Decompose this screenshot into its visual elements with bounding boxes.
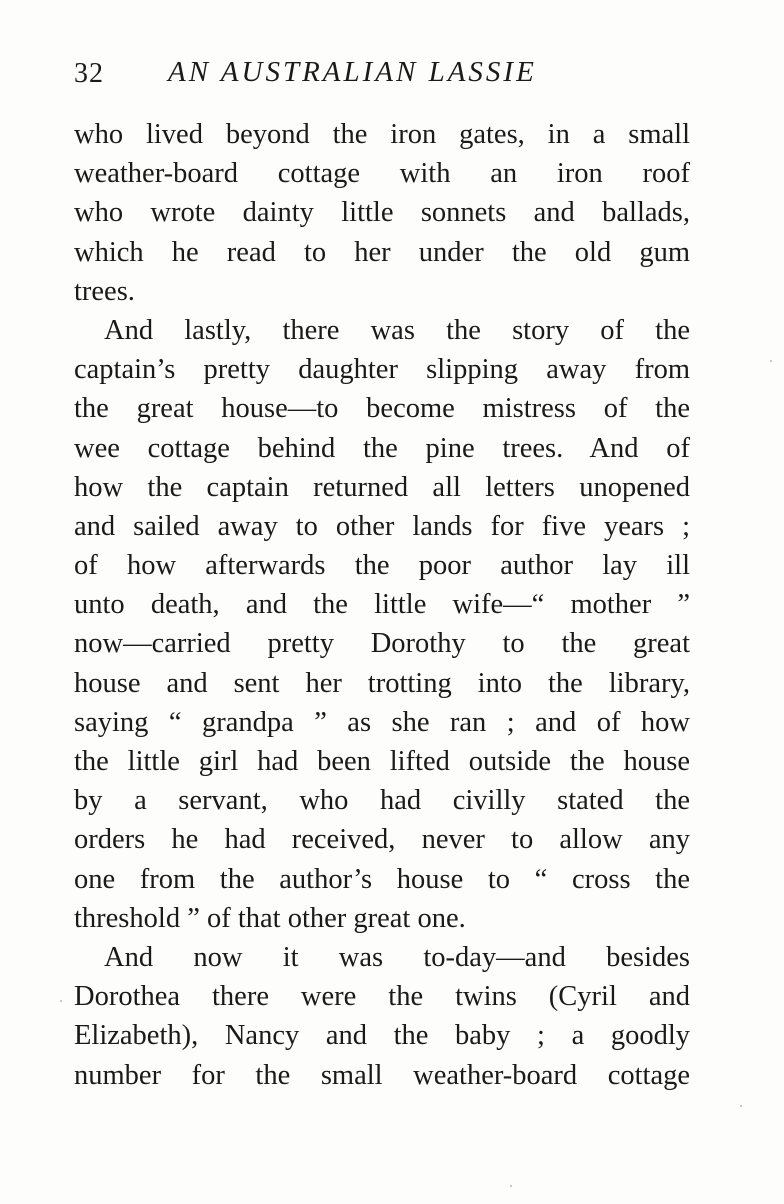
- text-line: the little girl had been lifted outside the house: [74, 746, 690, 777]
- text-line: the great house—to become mistress of the: [74, 393, 690, 425]
- text-line: Dorothea there were the twins (Cyril and: [74, 981, 690, 1013]
- text-line: who lived beyond the iron gates, in a small: [74, 119, 690, 150]
- scan-speck: [740, 1105, 742, 1107]
- text-line: how the captain returned all letters unopened: [74, 471, 690, 503]
- body-text: [74, 115, 690, 1095]
- text-line: Elizabeth), Nancy and the baby ; a goodly: [74, 1020, 690, 1052]
- text-line: house and sent her trotting into the library,: [74, 667, 690, 699]
- page-number: 32: [74, 58, 104, 89]
- text-line: And now it was to-day—and besides: [104, 941, 690, 973]
- text-line: unto death, and the little wife—“ mother ”: [74, 589, 690, 621]
- scan-speck: [770, 360, 772, 362]
- page-header: [74, 56, 694, 96]
- text-line: now—carried pretty Dorothy to the great: [74, 628, 690, 660]
- scan-speck: [60, 1000, 62, 1002]
- text-line: saying “ grandpa ” as she ran ; and of how: [74, 706, 690, 738]
- text-line: threshold ” of that other great one.: [74, 902, 466, 934]
- text-line: of how afterwards the poor author lay ill: [74, 550, 690, 582]
- text-line: And lastly, there was the story of the: [104, 314, 690, 346]
- text-line: trees.: [74, 275, 135, 307]
- text-line: wee cottage behind the pine trees. And of: [74, 432, 690, 464]
- text-line: captain’s pretty daughter slipping away from: [74, 354, 690, 386]
- scan-speck: [510, 1185, 512, 1187]
- text-line: one from the author’s house to “ cross the: [74, 863, 690, 895]
- text-line: who wrote dainty little sonnets and ballads,: [74, 197, 690, 229]
- text-line: and sailed away to other lands for five years ;: [74, 510, 690, 542]
- text-line: number for the small weather-board cottage: [74, 1059, 690, 1091]
- text-line: weather-board cottage with an iron roof: [74, 158, 690, 190]
- running-title: AN AUSTRALIAN LASSIE: [168, 56, 537, 88]
- text-line: which he read to her under the old gum: [74, 236, 690, 268]
- text-line: orders he had received, never to allow any: [74, 824, 690, 856]
- text-line: by a servant, who had civilly stated the: [74, 785, 690, 817]
